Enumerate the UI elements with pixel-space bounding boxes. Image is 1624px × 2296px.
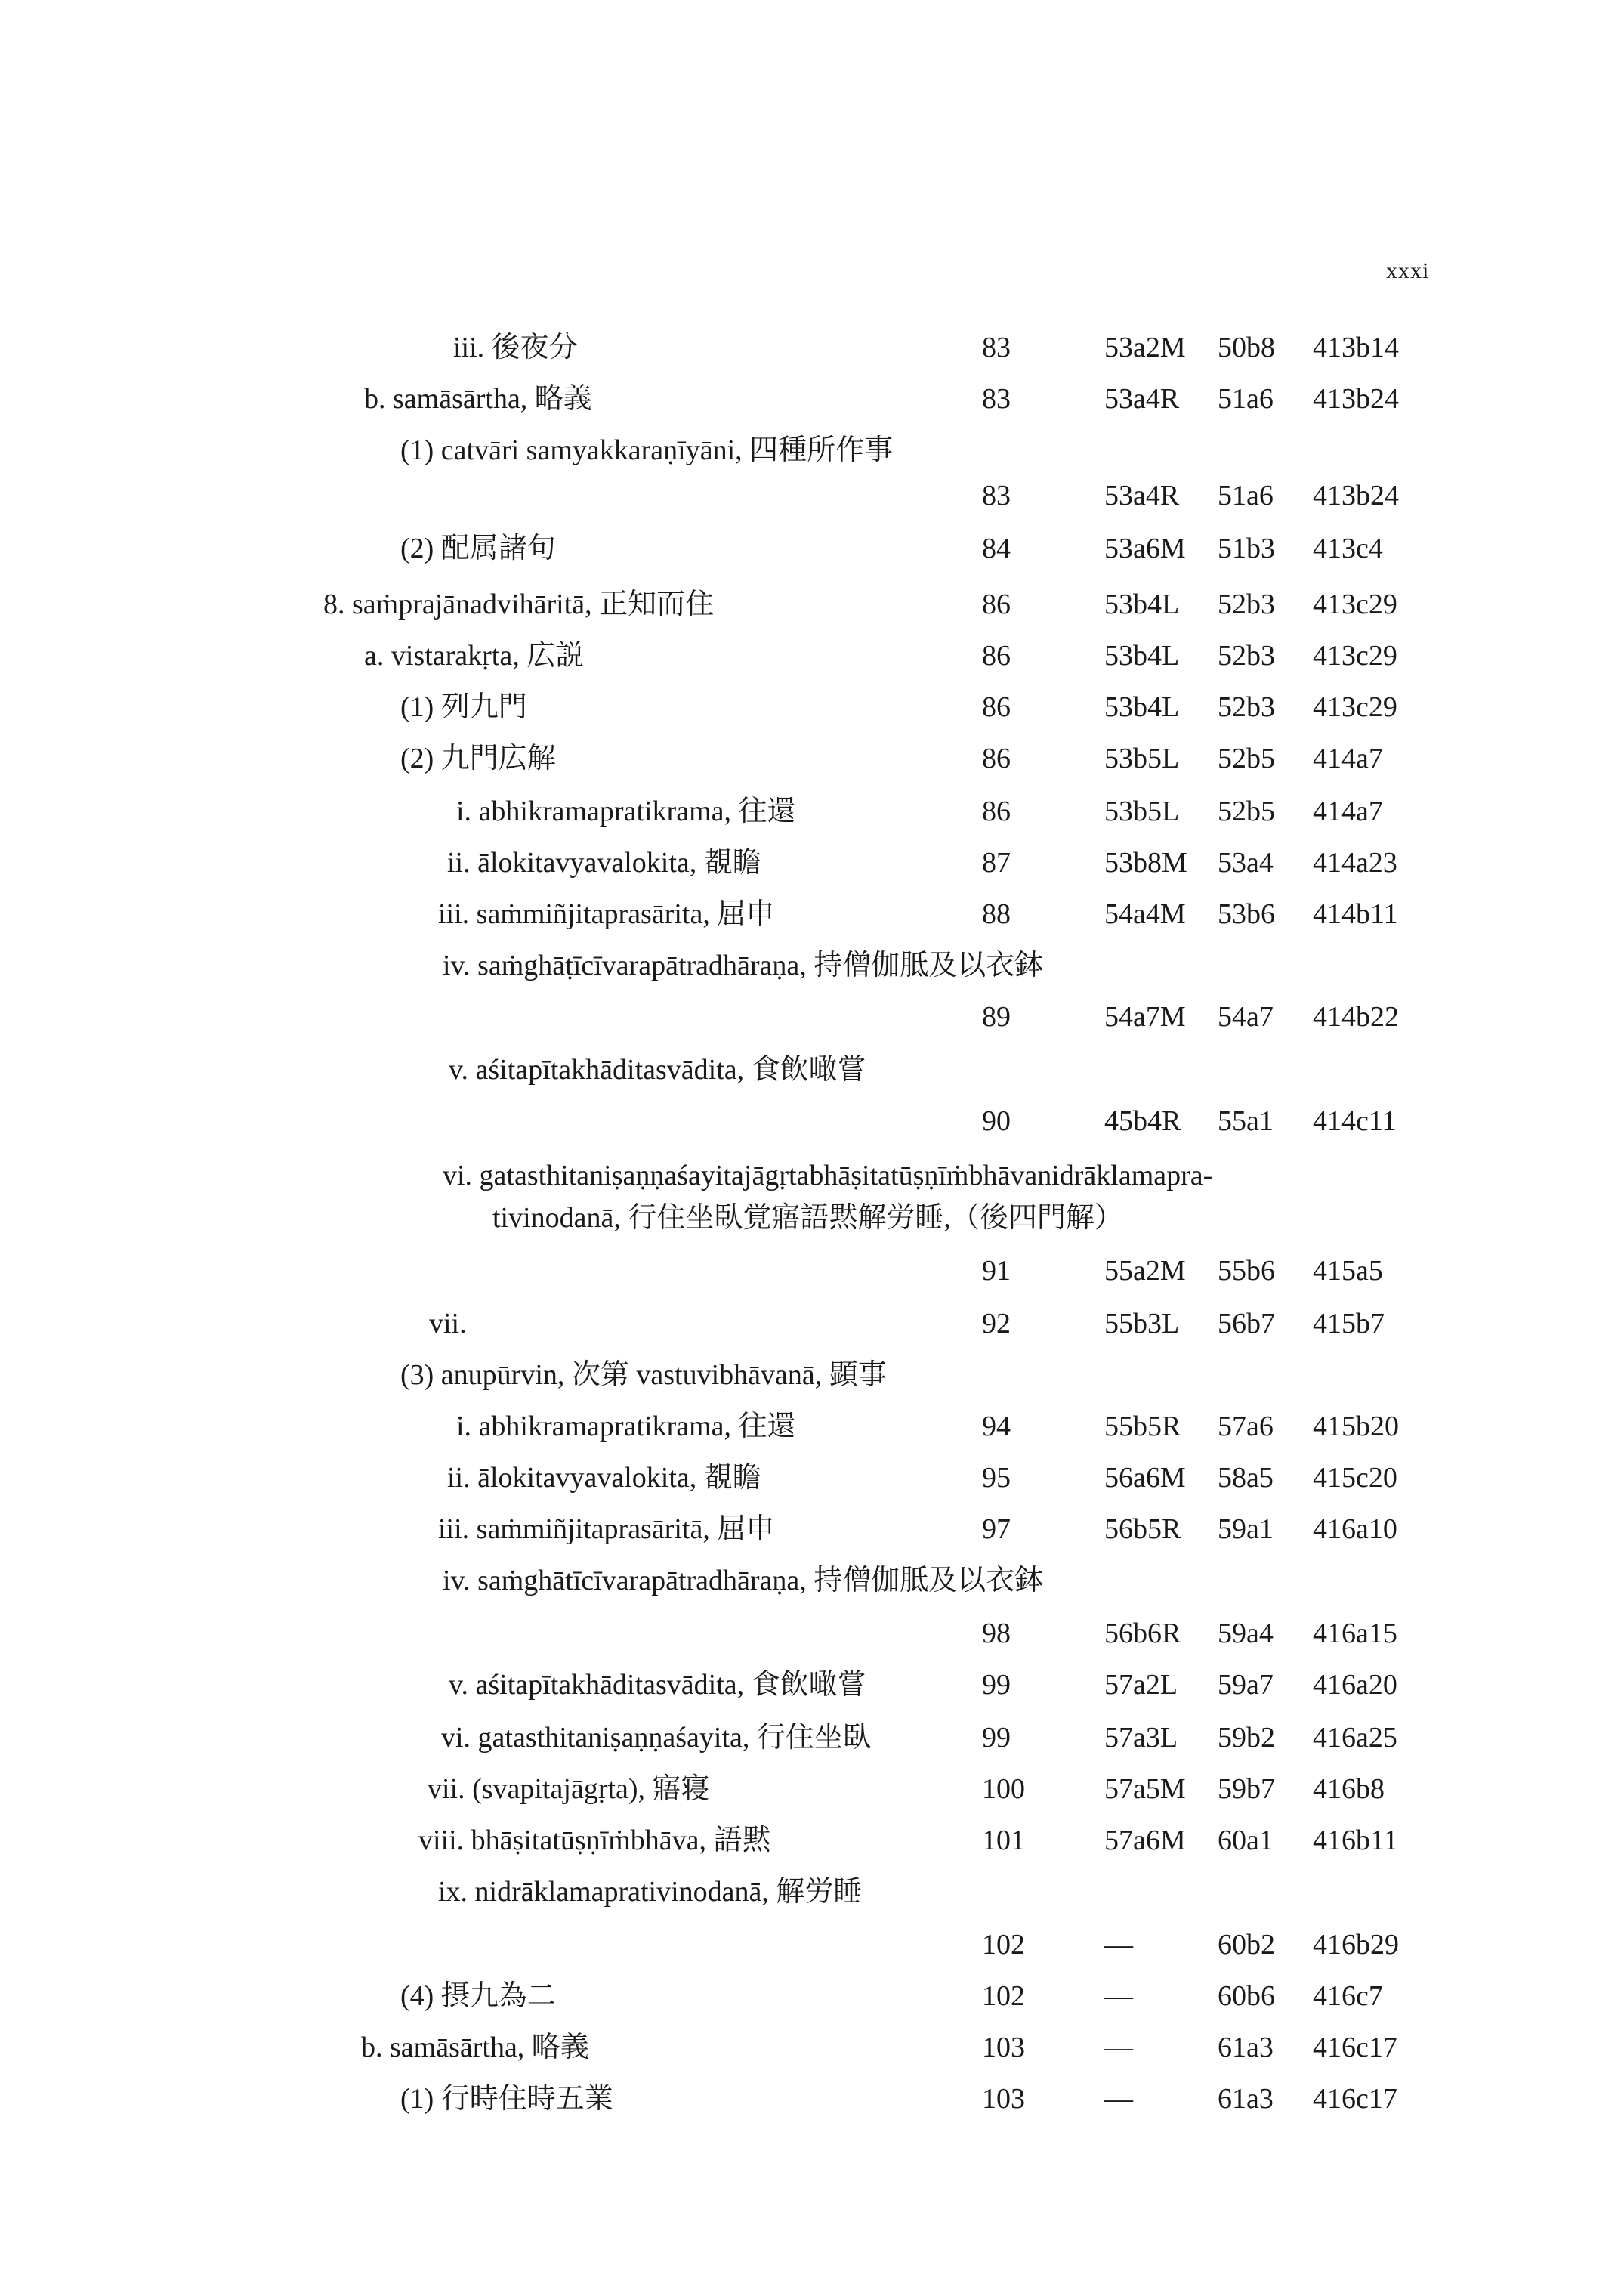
toc-row	[0, 790, 1624, 833]
ref-c: 414c11	[1313, 1105, 1397, 1137]
page-ref: 86	[982, 589, 1011, 620]
ref-a: —	[1104, 1929, 1133, 1961]
page-ref: 88	[982, 898, 1011, 930]
ref-b: 60b6	[1218, 1980, 1275, 2012]
ref-b: 59a4	[1218, 1618, 1274, 1649]
ref-a: 56a6M	[1104, 1462, 1186, 1494]
ref-a: 55b3L	[1104, 1308, 1180, 1340]
toc-row	[0, 429, 1624, 471]
ref-b: 60b2	[1218, 1929, 1275, 1961]
ref-a: —	[1104, 2032, 1133, 2063]
toc-row	[0, 842, 1624, 884]
toc-row	[0, 527, 1624, 570]
page-ref: 89	[982, 1001, 1011, 1033]
toc-row	[0, 737, 1624, 780]
toc-row	[0, 1975, 1624, 2017]
ref-a: 53b4L	[1104, 589, 1180, 620]
toc-row	[0, 1100, 1624, 1142]
toc-row	[0, 326, 1624, 369]
ref-a: 53a6M	[1104, 533, 1186, 564]
page-ref: 103	[982, 2032, 1025, 2063]
ref-c: 416a25	[1313, 1722, 1397, 1754]
page-ref: 83	[982, 332, 1011, 363]
ref-c: 416c17	[1313, 2032, 1397, 2063]
ref-b: 52b3	[1218, 589, 1275, 620]
page-ref: 84	[982, 533, 1011, 564]
entry-label: iv. saṁghāṭīcīvarapātradhāraṇa, 持僧伽胝及以衣鉢	[443, 950, 1044, 981]
ref-b: 52b5	[1218, 743, 1275, 774]
ref-a: 53b4L	[1104, 640, 1180, 672]
ref-a: 57a5M	[1104, 1773, 1186, 1805]
toc-row	[0, 378, 1624, 420]
page-number: xxxi	[1386, 258, 1430, 283]
ref-b: 59b7	[1218, 1773, 1275, 1805]
ref-a: 55a2M	[1104, 1255, 1186, 1287]
toc-row	[0, 1405, 1624, 1448]
ref-a: 53b5L	[1104, 796, 1180, 827]
ref-a: 53a4R	[1104, 383, 1180, 415]
entry-label: b. samāsārtha, 略義	[361, 2032, 589, 2063]
ref-b: 56b7	[1218, 1308, 1275, 1340]
toc-row	[0, 1354, 1624, 1396]
ref-b: 52b5	[1218, 796, 1275, 827]
entry-label: v. aśitapītakhāditasvādita, 食飲噉嘗	[449, 1054, 866, 1086]
toc-row	[0, 583, 1624, 626]
ref-c: 413b14	[1313, 332, 1399, 363]
ref-b: 61a3	[1218, 2083, 1274, 2115]
ref-a: —	[1104, 2083, 1133, 2115]
ref-a: 56b5R	[1104, 1513, 1181, 1545]
ref-b: 53b6	[1218, 898, 1275, 930]
page-ref: 86	[982, 796, 1011, 827]
entry-label: ii. ālokitavyavalokita, 覩瞻	[447, 847, 761, 879]
ref-b: 59a1	[1218, 1513, 1274, 1545]
ref-c: 415a5	[1313, 1255, 1383, 1287]
ref-c: 415c20	[1313, 1462, 1397, 1494]
ref-a: 53b5L	[1104, 743, 1180, 774]
ref-b: 52b3	[1218, 691, 1275, 723]
ref-c: 416b29	[1313, 1929, 1399, 1961]
toc-row	[0, 944, 1624, 987]
page-ref: 99	[982, 1722, 1011, 1754]
page-ref: 97	[982, 1513, 1011, 1545]
ref-a: 54a4M	[1104, 898, 1186, 930]
table-of-contents	[0, 326, 1624, 2115]
toc-row	[0, 1508, 1624, 1550]
ref-a: 57a2L	[1104, 1669, 1178, 1701]
page-ref: 86	[982, 691, 1011, 723]
page-ref: 91	[982, 1255, 1011, 1287]
toc-row	[0, 1197, 1624, 1239]
entry-label: vi. gatasthitaniṣaṇṇaśayitajāgṛtabhāṣitatūṣṇīṁbhāvanidrāklamapra-	[443, 1160, 1213, 1191]
entry-label: (3) anupūrvin, 次第 vastuvibhāvanā, 顕事	[400, 1359, 887, 1391]
ref-b: 57a6	[1218, 1411, 1274, 1442]
ref-c: 413c4	[1313, 533, 1383, 564]
page-ref: 86	[982, 640, 1011, 672]
toc-row	[0, 1664, 1624, 1706]
page-ref: 101	[982, 1825, 1025, 1856]
ref-a: 53a4R	[1104, 480, 1180, 511]
ref-c: 413b24	[1313, 383, 1399, 415]
ref-a: —	[1104, 1980, 1133, 2012]
ref-c: 414a23	[1313, 847, 1397, 879]
entry-label: i. abhikramapratikrama, 往還	[456, 1411, 796, 1442]
ref-a: 55b5R	[1104, 1411, 1181, 1442]
page-ref: 94	[982, 1411, 1011, 1442]
ref-b: 58a5	[1218, 1462, 1274, 1494]
entry-label: vi. gatasthitaniṣaṇṇaśayita, 行住坐臥	[441, 1722, 872, 1754]
entry-label: viii. bhāṣitatūṣṇīṁbhāva, 語黙	[418, 1825, 771, 1856]
entry-label: (1) 行時住時五業	[400, 2083, 613, 2115]
ref-b: 61a3	[1218, 2032, 1274, 2063]
ref-b: 60a1	[1218, 1825, 1274, 1856]
toc-row	[0, 1768, 1624, 1810]
ref-c: 416a15	[1313, 1618, 1397, 1649]
ref-b: 51a6	[1218, 383, 1274, 415]
page-ref: 95	[982, 1462, 1011, 1494]
entry-label: (4) 摂九為二	[400, 1980, 556, 2012]
entry-label: iii. 後夜分	[453, 332, 578, 363]
toc-row	[0, 1871, 1624, 1913]
entry-label: tivinodanā, 行住坐臥覚寤語黙解労睡,（後四門解）	[492, 1202, 1123, 1234]
entry-label: vii.	[429, 1308, 467, 1340]
entry-label: ix. nidrāklamaprativinodanā, 解労睡	[438, 1876, 863, 1908]
entry-label: ii. ālokitavyavalokita, 覩瞻	[447, 1462, 761, 1494]
toc-row	[0, 1924, 1624, 1966]
ref-c: 416b8	[1313, 1773, 1385, 1805]
entry-label: v. aśitapītakhāditasvādita, 食飲噉嘗	[449, 1669, 866, 1701]
ref-c: 414b11	[1313, 898, 1398, 930]
page-ref: 92	[982, 1308, 1011, 1340]
ref-b: 59b2	[1218, 1722, 1275, 1754]
ref-c: 416c7	[1313, 1980, 1383, 2012]
page-ref: 86	[982, 743, 1011, 774]
toc-row	[0, 635, 1624, 677]
entry-label: a. vistarakṛta, 広説	[364, 640, 585, 672]
ref-b: 55b6	[1218, 1255, 1275, 1287]
entry-label: (2) 九門広解	[400, 743, 556, 774]
ref-c: 416c17	[1313, 2083, 1397, 2115]
toc-row	[0, 2078, 1624, 2120]
entry-label: vii. (svapitajāgṛta), 寤寝	[428, 1773, 710, 1805]
ref-b: 50b8	[1218, 332, 1275, 363]
ref-b: 55a1	[1218, 1105, 1274, 1137]
toc-row	[0, 474, 1624, 517]
page-ref: 83	[982, 383, 1011, 415]
entry-label: iv. saṁghātīcīvarapātradhāraṇa, 持僧伽胝及以衣鉢	[443, 1565, 1044, 1596]
scan-noise	[1337, 23, 1624, 68]
ref-c: 413c29	[1313, 640, 1397, 672]
ref-c: 416a20	[1313, 1669, 1397, 1701]
ref-a: 53b8M	[1104, 847, 1187, 879]
ref-c: 413c29	[1313, 691, 1397, 723]
ref-a: 45b4R	[1104, 1105, 1181, 1137]
ref-c: 413b24	[1313, 480, 1399, 511]
toc-row	[0, 1819, 1624, 1862]
ref-a: 54a7M	[1104, 1001, 1186, 1033]
page-ref: 83	[982, 480, 1011, 511]
ref-c: 414a7	[1313, 743, 1383, 774]
ref-a: 56b6R	[1104, 1618, 1181, 1649]
toc-row	[0, 1559, 1624, 1602]
toc-row	[0, 1250, 1624, 1292]
toc-row	[0, 1612, 1624, 1655]
page-ref: 102	[982, 1980, 1025, 2012]
toc-row	[0, 1717, 1624, 1759]
entry-label: (1) catvāri samyakkaraṇīyāni, 四種所作事	[400, 434, 894, 466]
toc-row	[0, 1303, 1624, 1345]
page-ref: 90	[982, 1105, 1011, 1137]
entry-label: (2) 配属諸句	[400, 533, 556, 564]
toc-row	[0, 893, 1624, 935]
page-ref: 98	[982, 1618, 1011, 1649]
ref-b: 52b3	[1218, 640, 1275, 672]
ref-c: 415b7	[1313, 1308, 1385, 1340]
entry-label: iii. saṁmiñjitaprasārita, 屈申	[438, 898, 775, 930]
toc-row	[0, 996, 1624, 1038]
ref-c: 414b22	[1313, 1001, 1399, 1033]
ref-a: 57a3L	[1104, 1722, 1178, 1754]
ref-b: 53a4	[1218, 847, 1274, 879]
ref-c: 414a7	[1313, 796, 1383, 827]
ref-c: 413c29	[1313, 589, 1397, 620]
toc-row	[0, 2026, 1624, 2069]
ref-b: 51a6	[1218, 480, 1274, 511]
ref-a: 53b4L	[1104, 691, 1180, 723]
ref-c: 416a10	[1313, 1513, 1397, 1545]
page-ref: 103	[982, 2083, 1025, 2115]
ref-b: 51b3	[1218, 533, 1275, 564]
page-ref: 100	[982, 1773, 1025, 1805]
entry-label: b. samāsārtha, 略義	[364, 383, 592, 415]
ref-b: 54a7	[1218, 1001, 1274, 1033]
ref-c: 416b11	[1313, 1825, 1398, 1856]
entry-label: i. abhikramapratikrama, 往還	[456, 796, 796, 827]
toc-row	[0, 1154, 1624, 1197]
ref-b: 59a7	[1218, 1669, 1274, 1701]
ref-a: 57a6M	[1104, 1825, 1186, 1856]
toc-row	[0, 1049, 1624, 1091]
toc-row	[0, 1457, 1624, 1499]
toc-row	[0, 686, 1624, 728]
entry-label: iii. saṁmiñjitaprasāritā, 屈申	[438, 1513, 775, 1545]
page-ref: 99	[982, 1669, 1011, 1701]
ref-c: 415b20	[1313, 1411, 1399, 1442]
page-ref: 87	[982, 847, 1011, 879]
ref-a: 53a2M	[1104, 332, 1186, 363]
entry-label: 8. saṁprajānadvihāritā, 正知而住	[323, 589, 715, 620]
page-ref: 102	[982, 1929, 1025, 1961]
entry-label: (1) 列九門	[400, 691, 527, 723]
